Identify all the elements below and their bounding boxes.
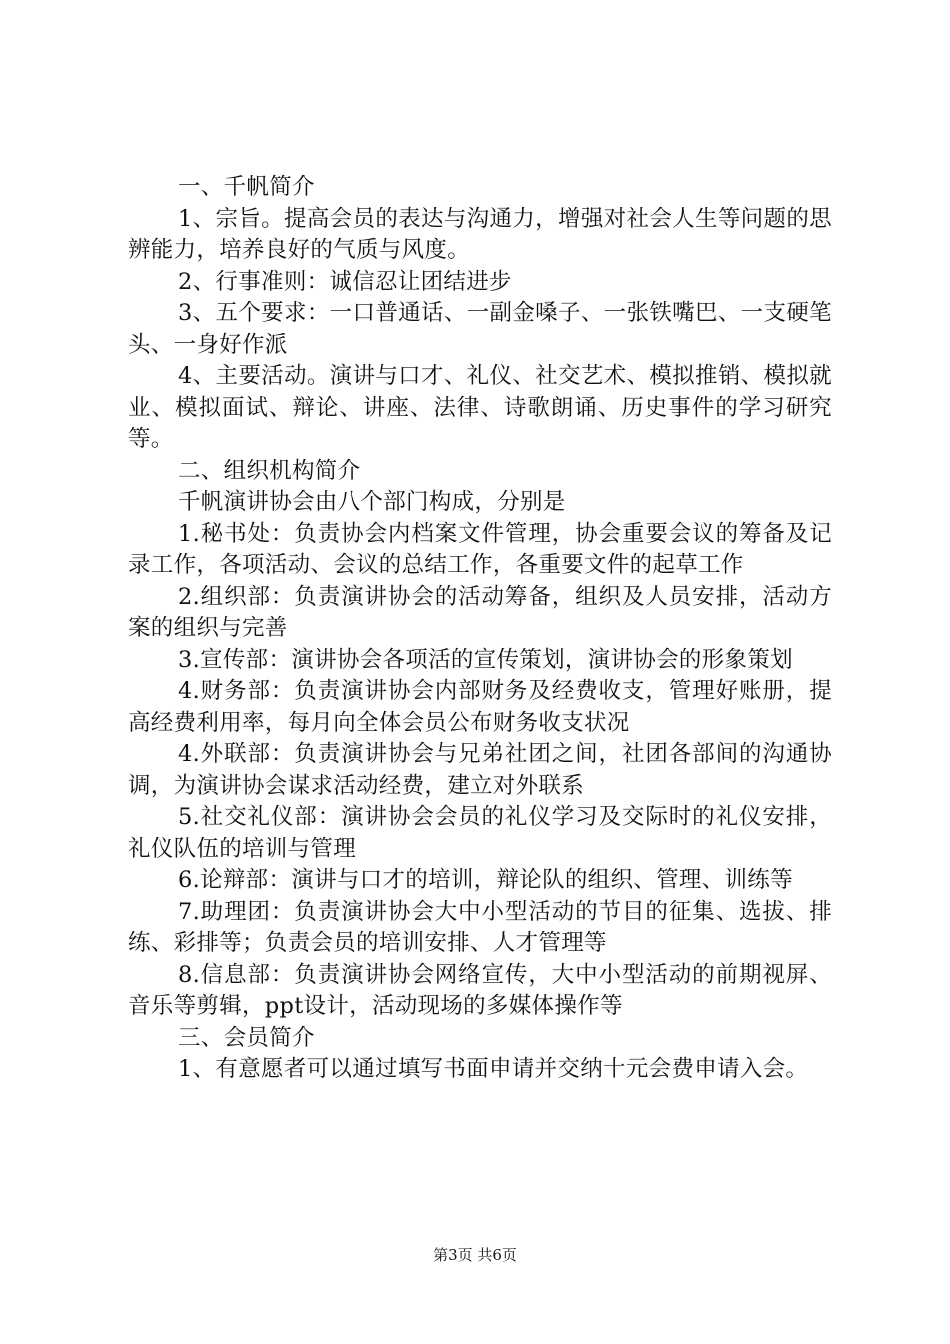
document-body xyxy=(128,172,832,1086)
section-heading-intro: 一、千帆简介 xyxy=(178,174,315,200)
paragraph-publicity-dept: 3.宣传部：演讲协会各项活的宣传策划，演讲协会的形象策划 xyxy=(178,646,793,673)
paragraph-principles: 2、行事准则：诚信忍让团结进步 xyxy=(178,268,512,295)
paragraph-departments-intro: 千帆演讲协会由八个部门构成，分别是 xyxy=(178,489,566,515)
section-heading-members: 三、会员简介 xyxy=(178,1024,315,1051)
paragraph-assistant-team: 7.助理团：负责演讲协会大中小型活动的节目的征集、选拔、排练、彩排等；负责会员的培训安排、人才管理等 xyxy=(128,898,832,956)
paragraph-purpose: 1、宗旨。提高会员的表达与沟通力，增强对社会人生等问题的思辨能力，培养良好的气质与风度。 xyxy=(128,205,832,263)
section-heading-organization: 二、组织机构简介 xyxy=(178,457,361,484)
paragraph-finance-dept: 4.财务部：负责演讲协会内部财务及经费收支，管理好账册，提高经费利用率，每月向全体会员公布财务收支状况 xyxy=(128,678,832,736)
paragraph-debate-dept: 6.论辩部：演讲与口才的培训，辩论队的组织、管理、训练等 xyxy=(178,867,793,893)
paragraph-etiquette-dept: 5.社交礼仪部：演讲协会会员的礼仪学习及交际时的礼仪安排，礼仪队伍的培训与管理 xyxy=(128,804,832,862)
paragraph-activities: 4、主要活动。演讲与口才、礼仪、社交艺术、模拟推销、模拟就业、模拟面试、辩论、讲座、法律、诗歌朗诵、历史事件的学习研究等。 xyxy=(128,363,832,452)
paragraph-requirements: 3、五个要求：一口普通话、一副金嗓子、一张铁嘴巴、一支硬笔头、一身好作派 xyxy=(128,300,832,358)
paragraph-secretariat: 1.秘书处：负责协会内档案文件管理，协会重要会议的筹备及记录工作，各项活动、会议的总结工作，各重要文件的起草工作 xyxy=(128,520,832,578)
paragraph-information-dept: 8.信息部：负责演讲协会网络宣传，大中小型活动的前期视屏、音乐等剪辑，ppt设计，活动现场的多媒体操作等 xyxy=(128,961,832,1019)
paragraph-membership: 1、有意愿者可以通过填写书面申请并交纳十元会费申请入会。 xyxy=(178,1056,809,1082)
page-number-footer: 第3页 共6页 xyxy=(433,1246,517,1264)
paragraph-organization-dept: 2.组织部：负责演讲协会的活动筹备，组织及人员安排，活动方案的组织与完善 xyxy=(128,583,832,641)
paragraph-external-dept: 4.外联部：负责演讲协会与兄弟社团之间，社团各部间的沟通协调，为演讲协会谋求活动经费，建立对外联系 xyxy=(128,741,832,799)
